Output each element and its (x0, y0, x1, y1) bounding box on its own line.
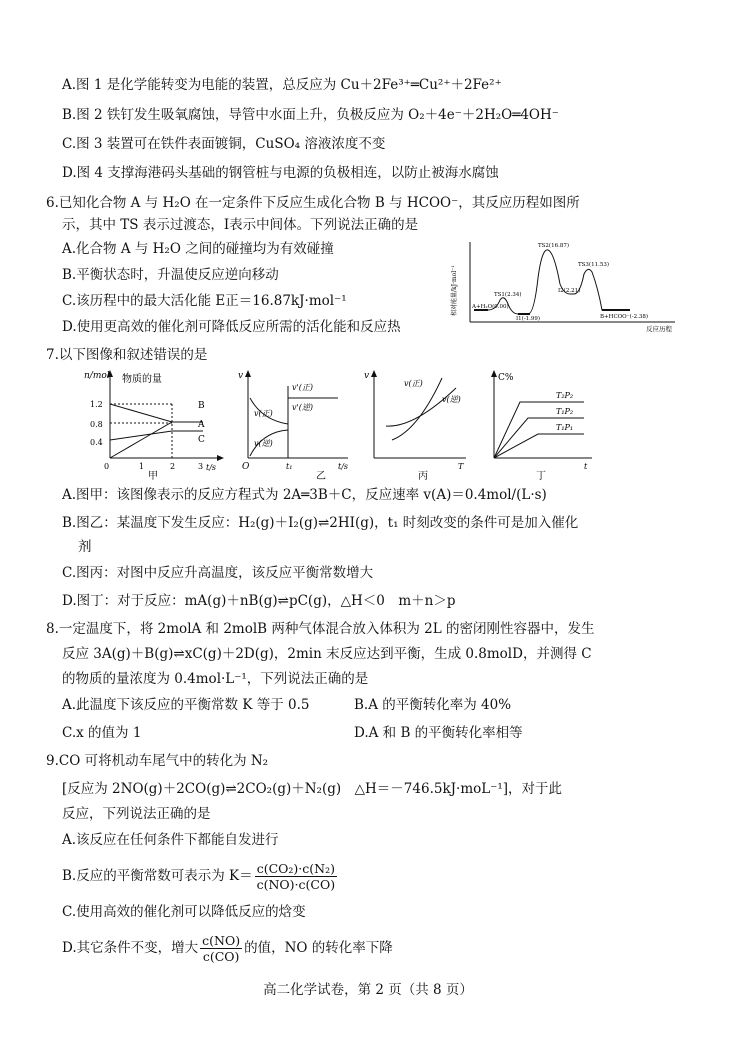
jia-title: 物质的量 (122, 374, 162, 385)
q6-energy-diagram (450, 238, 680, 334)
jia-series-c-label: C (198, 435, 205, 445)
q9-b-numerator: c(CO₂)·c(N₂) (255, 861, 337, 877)
q6-option-a: A.化合物 A 与 H₂O 之间的碰撞均为有效碰撞 (62, 241, 334, 257)
q7-option-b-line2: 剂 (78, 539, 92, 555)
q8-option-a: A.此温度下该反应的平衡常数 K 等于 0.5 (62, 697, 310, 713)
jia-xtick-0: 0 (104, 462, 110, 471)
q6-option-b: B.平衡状态时，升温使反应逆向移动 (62, 267, 279, 283)
q9-stem-line3: 反应，下列说法正确的是 (62, 806, 211, 822)
ding-curve-t2p2: T₂P₂ (556, 391, 574, 400)
q6-label-reactant: A+H₂O(0.00) (472, 304, 509, 310)
jia-series-a-label: A (198, 420, 205, 430)
yi-x-label: t/s (338, 462, 349, 471)
ding-curve-t1p1: T₁P₁ (556, 423, 574, 432)
yi-caption: 乙 (316, 471, 326, 480)
q9-option-b-text: B.反应的平衡常数可表示为 K＝ (62, 868, 253, 884)
q7-option-c: C.图丙：对图中反应升高温度，该反应平衡常数增大 (62, 565, 374, 581)
q8-option-d: D.A 和 B 的平衡转化率相等 (354, 725, 523, 741)
yi-y-label: v (238, 371, 244, 381)
yi-origin: O (242, 462, 250, 472)
jia-ytick-1.2: 1.2 (90, 400, 103, 409)
q6-y-label: 相对能量/kJ·mol⁻¹ (451, 265, 458, 316)
jia-series-line-b (110, 422, 203, 458)
q9-option-a: A.该反应在任何条件下都能自发进行 (62, 832, 279, 848)
yi-v-zheng: v(正) (254, 409, 273, 418)
yi-t1: t₁ (286, 462, 293, 471)
q7-stem: 7.以下图像和叙述错误的是 (46, 347, 208, 363)
q8-option-b: B.A 的平衡转化率为 40% (354, 697, 512, 713)
q9-option-d (62, 930, 393, 966)
q6-option-c: C.该历程中的最大活化能 E正＝16.87kJ·mol⁻¹ (62, 293, 347, 309)
q5-option-b: B.图 2 铁钉发生吸氧腐蚀，导管中水面上升，负极反应为 O₂＋4e⁻＋2H₂O═4OH⁻ (62, 107, 559, 123)
q7-graph-bing (362, 368, 472, 480)
jia-x-label: t/s (206, 463, 217, 472)
q9-option-d-text-post: 的值，NO 的转化率下降 (244, 940, 393, 956)
q6-label-ts2: TS2(16.87) (538, 243, 569, 249)
ding-y-label: C% (498, 373, 514, 383)
jia-caption: 甲 (148, 471, 158, 480)
jia-ytick-0.4: 0.4 (90, 438, 103, 447)
bing-caption: 丙 (418, 471, 428, 480)
q9-d-numerator: c(NO) (202, 933, 241, 948)
bing-v-ni: v(逆) (442, 395, 461, 404)
page-footer: 高二化学试卷，第 2 页（共 8 页） (263, 982, 473, 998)
ding-x-label: t (584, 462, 588, 471)
bing-v-zheng: v(正) (404, 379, 423, 388)
q6-stem-line2: 示，其中 TS 表示过渡态，Ⅰ表示中间体。下列说法正确的是 (62, 217, 419, 233)
bing-y-label: v (364, 371, 370, 381)
q6-label-ts1: TS1(2.34) (494, 292, 522, 298)
q8-option-c: C.x 的值为 1 (62, 725, 142, 741)
q6-label-i2: I2(2.21) (558, 288, 581, 294)
q7-option-d: D.图丁：对于反应：mA(g)＋nB(g)⇌pC(g)，△H＜0 m＋n＞p (62, 593, 456, 609)
jia-series-line-a (110, 404, 203, 422)
q7-graph-jia (82, 368, 232, 480)
q8-stem-line3: 的物质的量浓度为 0.4mol·L⁻¹，下列说法正确的是 (62, 671, 369, 687)
q9-d-denominator: c(CO) (202, 949, 240, 964)
q6-label-product: B+HCOO⁻(-2.38) (600, 314, 648, 320)
ding-caption: 丁 (536, 471, 546, 480)
q9-option-b (62, 858, 339, 894)
yi-v-zheng-new: v'(正) (292, 383, 313, 392)
q6-label-ts3: TS3(11.53) (578, 262, 609, 268)
jia-xtick-2: 2 (170, 462, 176, 471)
q6-x-label: 反应历程 (646, 325, 672, 333)
q9-stem-line2: [反应为 2NO(g)＋2CO(g)⇌2CO₂(g)＋N₂(g) △H＝－746.5kJ·moL⁻¹]，对于此 (62, 781, 563, 797)
q9-option-c: C.使用高效的催化剂可以降低反应的焓变 (62, 904, 306, 920)
jia-y-label: n/mol (84, 371, 110, 381)
q8-stem-line2: 反应 3A(g)＋B(g)⇌xC(g)＋2D(g)，2min 末反应达到平衡，生成 0.8molD，并测得 C (62, 646, 592, 662)
jia-series-line-c (110, 431, 203, 440)
jia-series-b-label: B (198, 401, 205, 411)
q6-label-i1: I1(-1.99) (516, 316, 541, 322)
q9-option-d-text-pre: D.其它条件不变，增大 (62, 940, 199, 956)
bing-x-label: T (458, 462, 464, 471)
q5-option-a: A.图 1 是化学能转变为电能的装置，总反应为 Cu＋2Fe³⁺═Cu²⁺＋2Fe²⁺ (62, 77, 502, 93)
ding-curve-t1p2: T₁P₂ (556, 407, 574, 416)
q5-option-c: C.图 3 装置可在铁件表面镀铜，CuSO₄ 溶液浓度不变 (62, 136, 386, 152)
q5-option-d: D.图 4 支撑海港码头基础的钢管桩与电源的负极相连，以防止被海水腐蚀 (62, 165, 499, 181)
q8-stem-line1: 8.一定温度下，将 2molA 和 2molB 两种气体混合放入体积为 2L 的密闭刚性容器中，发生 (46, 621, 595, 637)
q9-option-d-fraction (200, 933, 242, 964)
jia-xtick-1: 1 (139, 462, 145, 471)
yi-v-ni: v(逆) (254, 439, 273, 448)
q9-stem-line1: 9.CO 可将机动车尾气中的转化为 N₂ (46, 753, 269, 769)
q6-option-d: D.使用更高效的催化剂可降低反应所需的活化能和反应热 (62, 319, 401, 335)
q7-option-a: A.图甲：该图像表示的反应方程式为 2A═3B＋C，反应速率 v(A)＝0.4mol/(L·s) (62, 487, 547, 503)
q7-option-b-line1: B.图乙：某温度下发生反应：H₂(g)＋I₂(g)⇌2HI(g)，t₁ 时刻改变的条件可是加入催化 (62, 515, 579, 531)
q9-b-denominator: c(NO)·c(CO) (256, 877, 336, 892)
jia-xtick-3: 3 (198, 462, 204, 471)
q7-graph-ding (480, 368, 600, 480)
q9-option-b-fraction (255, 861, 337, 892)
q6-stem-line1: 6.已知化合物 A 与 H₂O 在一定条件下反应生成化合物 B 与 HCOO⁻，其反应历程如图所 (46, 195, 580, 211)
q7-graph-yi (236, 368, 356, 480)
jia-ytick-0.8: 0.8 (90, 420, 103, 429)
yi-v-ni-new: v'(逆) (292, 403, 313, 412)
